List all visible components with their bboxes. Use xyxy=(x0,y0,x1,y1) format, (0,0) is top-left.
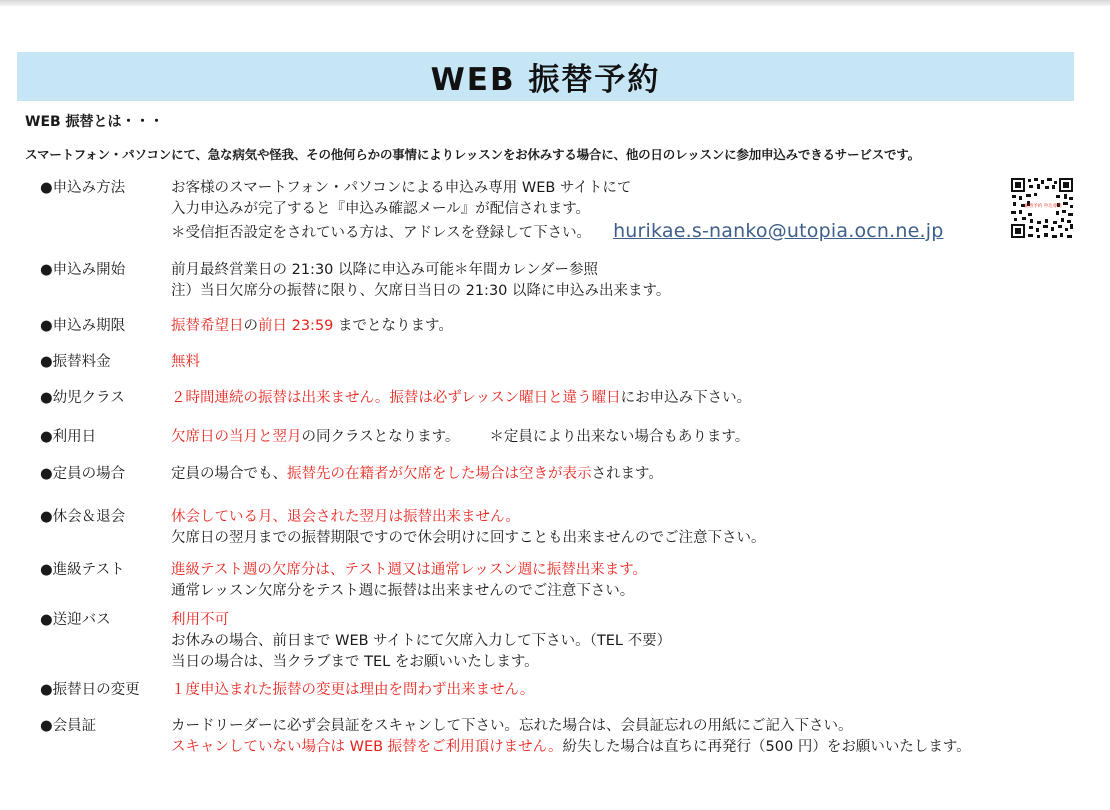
row-line xyxy=(171,464,1091,485)
row-content xyxy=(171,610,1091,673)
highlight-text: 無料 xyxy=(171,354,200,370)
row-line: カードリーダーに必ず会員証をスキャンして下さい。忘れた場合は、会員証忘れの用紙にご記入下さい。 xyxy=(171,718,853,734)
row-content xyxy=(171,464,1091,485)
notice-text: ＊受信拒否設定をされている方は、アドレスを登録して下さい。 xyxy=(171,225,592,241)
row-text: 紛失した場合は直ちに再発行（500 円）をお願いいたします。 xyxy=(562,739,971,755)
email-link[interactable]: hurikae.s-nanko@utopia.ocn.ne.jp xyxy=(613,220,944,242)
qr-code-icon[interactable] xyxy=(1010,177,1074,239)
row-line: 欠席日の翌月までの振替期限ですので休会明けに回すことも出来ませんのでご注意下さい。 xyxy=(171,530,766,546)
page-title: WEB 振替予約 xyxy=(430,62,661,98)
row-content xyxy=(171,680,1091,701)
highlight-text: スキャンしていない場合は WEB 振替をご利用頂けません。 xyxy=(171,739,563,755)
row-line xyxy=(171,737,1091,758)
qr-caption: 振替予約 申込専用 xyxy=(1024,204,1062,209)
highlight-text: 利用不可 xyxy=(171,612,229,628)
row-label: ●幼児クラス xyxy=(40,390,125,406)
row-content xyxy=(171,260,1091,302)
row-note: ＊定員により出来ない場合もあります。 xyxy=(489,429,750,445)
highlight-text: 振替希望日 xyxy=(171,318,244,334)
row-content xyxy=(171,352,1091,373)
highlight-text: 前日 23:59 xyxy=(258,318,334,334)
row-line xyxy=(171,221,1091,244)
row-line: 前月最終営業日の 21:30 以降に申込み可能＊年間カレンダー参照 xyxy=(171,262,599,278)
highlight-text: １度申込まれた振替の変更は理由を問わず出来ません。 xyxy=(171,682,535,698)
row-label: ●休会＆退会 xyxy=(40,509,126,525)
row-text: されます。 xyxy=(591,466,663,482)
row-label: ●申込み方法 xyxy=(40,180,126,196)
sub-heading: WEB 振替とは・・・ xyxy=(25,114,164,130)
row-label: ●会員証 xyxy=(40,718,97,734)
intro-text: スマートフォン・パソコンにて、急な病気や怪我、その他何らかの事情によりレッスンをお休みする場合に、他の日のレッスンに参加申込みできるサービスです。 xyxy=(25,147,920,162)
row-line: 通常レッスン欠席分をテスト週に振替は出来ませんのでご注意下さい。 xyxy=(171,583,635,599)
row-label: ●振替日の変更 xyxy=(40,682,140,698)
row-line xyxy=(171,388,1091,409)
row-line: お客様のスマートフォン・パソコンによる申込み専用 WEB サイトにて xyxy=(171,180,632,196)
row-content xyxy=(171,388,1091,409)
row-content xyxy=(171,507,1091,549)
row-label: ●申込み期限 xyxy=(40,318,126,334)
row-content xyxy=(171,560,1091,602)
row-content xyxy=(171,427,1091,448)
row-text: にお申込み下さい。 xyxy=(620,390,752,406)
highlight-text: 進級テスト週の欠席分は、テスト週又は通常レッスン週に振替出来ます。 xyxy=(171,562,648,578)
row-text: までとなります。 xyxy=(333,318,453,334)
row-content xyxy=(171,716,1091,758)
row-text: 定員の場合でも、 xyxy=(171,466,287,482)
title-banner xyxy=(17,52,1074,101)
row-line xyxy=(171,316,1091,337)
highlight-text: ２時間連続の振替は出来ません。振替は必ずレッスン曜日と違う曜日 xyxy=(171,390,621,406)
row-label: ●送迎バス xyxy=(40,612,111,628)
row-label: ●定員の場合 xyxy=(40,466,126,482)
row-text: の同クラスとなります。 xyxy=(301,429,460,445)
row-label: ●申込み開始 xyxy=(40,262,126,278)
row-line: 当日の場合は、当クラブまで TEL をお願いいたします。 xyxy=(171,654,539,670)
row-label: ●振替料金 xyxy=(40,354,111,370)
top-shadow xyxy=(0,0,1110,6)
row-line: 入力申込みが完了すると『申込み確認メール』が配信されます。 xyxy=(171,201,591,217)
highlight-text: 欠席日の当月と翌月 xyxy=(171,429,302,445)
row-text: の xyxy=(243,318,258,334)
row-label: ●利用日 xyxy=(40,429,97,445)
row-content xyxy=(171,178,1091,244)
row-line xyxy=(171,427,1091,448)
highlight-text: 休会している月、退会された翌月は振替出来ません。 xyxy=(171,509,520,525)
row-label: ●進級テスト xyxy=(40,562,125,578)
highlight-text: 振替先の在籍者が欠席をした場合は空きが表示 xyxy=(287,466,592,482)
row-content xyxy=(171,316,1091,337)
row-line: お休みの場合、前日まで WEB サイトにて欠席入力して下さい。（TEL 不要） xyxy=(171,633,672,649)
row-line: 注）当日欠席分の振替に限り、欠席日当日の 21:30 以降に申込み出来ます。 xyxy=(171,283,671,299)
